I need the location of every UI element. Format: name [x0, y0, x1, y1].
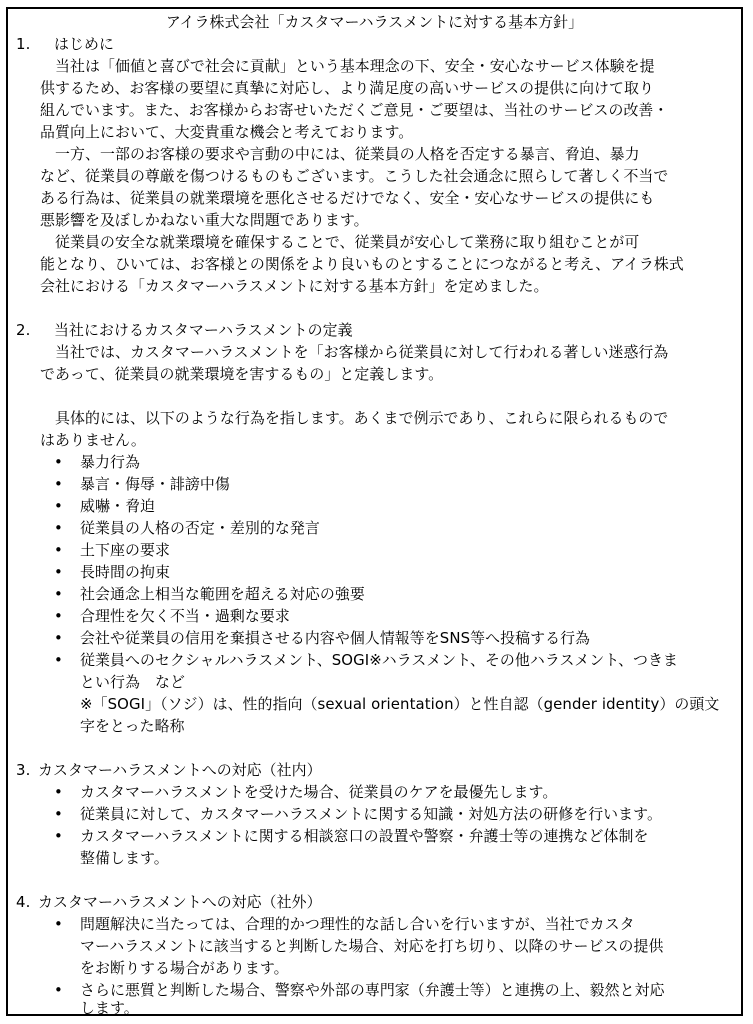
section-2-number: 2.	[16, 321, 31, 339]
document-title: アイラ株式会社「カスタマーハラスメントに対する基本方針」	[165, 13, 584, 31]
section-1-para-1-line-4: 品質向上において、大変貴重な機会と考えております。	[40, 123, 414, 141]
section-1-heading: はじめに	[54, 35, 114, 53]
bullet-icon: •	[54, 497, 63, 515]
list-item-continuation: とい行為 など	[80, 673, 185, 691]
section-1-number: 1.	[16, 35, 31, 53]
bullet-icon: •	[54, 805, 63, 823]
list-item: カスタマーハラスメントを受けた場合、従業員のケアを最優先します。	[80, 783, 558, 801]
section-1-para-2-line-3: ある行為は、従業員の就業環境を悪化させるだけでなく、安全・安心なサービスの提供にも	[40, 189, 655, 207]
list-item: 合理性を欠く不当・過剰な要求	[80, 607, 290, 625]
section-1-para-3-line-3: 会社における「カスタマーハラスメントに対する基本方針」を定めました。	[40, 277, 549, 295]
section-2-para-2-line-2: はありません。	[40, 431, 146, 449]
list-item: 従業員に対して、カスタマーハラスメントに関する知識・対処方法の研修を行います。	[80, 805, 662, 823]
bullet-icon: •	[54, 915, 63, 933]
sogi-note-line-2: 字をとった略称	[80, 717, 185, 735]
bullet-icon: •	[54, 651, 63, 669]
list-item: 問題解決に当たっては、合理的かつ理性的な話し合いを行いますが、当社でカスタ	[80, 915, 635, 933]
section-1-para-1-line-1: 当社は「価値と喜びで社会に貢献」という基本理念の下、安全・安心なサービス体験を提	[40, 57, 655, 75]
bullet-icon: •	[54, 453, 63, 471]
bullet-icon: •	[54, 629, 63, 647]
list-item-continuation: 整備します。	[80, 849, 169, 867]
section-1-para-2-line-1: 一方、一部のお客様の要求や言動の中には、従業員の人格を否定する暴言、脅迫、暴力	[40, 145, 640, 163]
section-1-para-1-line-2: 供するため、お客様の要望に真摯に対応し、より満足度の高いサービスの提供に向けて取り	[40, 79, 655, 97]
list-item: 従業員へのセクシャルハラスメント、SOGI※ハラスメント、その他ハラスメント、つきま	[80, 651, 679, 669]
section-3-heading: カスタマーハラスメントへの対応（社内）	[38, 761, 322, 779]
list-item-continuation: をお断りする場合があります。	[80, 959, 289, 977]
section-1-para-2-line-4: 悪影響を及ぼしかねない重大な問題であります。	[40, 211, 369, 229]
bullet-icon: •	[54, 981, 63, 999]
policy-document	[6, 7, 743, 1016]
section-1-para-3-line-2: 能となり、ひいては、お客様との関係をより良いものとすることにつながると考え、アイラ株式	[40, 255, 684, 273]
section-1-para-1-line-3: 組んでいます。また、お客様からお寄せいただくご意見・ご要望は、当社のサービスの改善・	[40, 101, 669, 119]
sogi-note-line-1: ※「SOGI」（ソジ）は、性的指向（sexual orientation）と性自認（gender identity）の頭文	[80, 695, 720, 713]
list-item: さらに悪質と判断した場合、警察や外部の専門家（弁護士等）と連携の上、毅然と対応	[80, 981, 665, 999]
list-item-continuation: マーハラスメントに該当すると判断した場合、対応を打ち切り、以降のサービスの提供	[80, 937, 664, 955]
list-item: 土下座の要求	[80, 541, 170, 559]
section-2-para-1-line-2: であって、従業員の就業環境を害するもの」と定義します。	[40, 365, 444, 383]
bullet-icon: •	[54, 475, 63, 493]
bullet-icon: •	[54, 585, 63, 603]
bullet-icon: •	[54, 827, 63, 845]
list-item: 社会通念上相当な範囲を超える対応の強要	[80, 585, 365, 603]
bullet-icon: •	[54, 607, 63, 625]
bullet-icon: •	[54, 783, 63, 801]
bullet-icon: •	[54, 541, 63, 559]
bullet-icon: •	[54, 563, 63, 581]
section-4-number: 4.	[16, 893, 31, 911]
section-1-para-3-line-1: 従業員の安全な就業環境を確保することで、従業員が安心して業務に取り組むことが可	[40, 233, 640, 251]
list-item: カスタマーハラスメントに関する相談窓口の設置や警察・弁護士等の連携など体制を	[80, 827, 649, 845]
section-3-number: 3.	[16, 761, 31, 779]
list-item: 威嚇・脅迫	[80, 497, 155, 515]
list-item: 暴言・侮辱・誹謗中傷	[80, 475, 230, 493]
list-item-continuation: します。	[80, 999, 139, 1017]
list-item: 暴力行為	[80, 453, 140, 471]
list-item: 会社や従業員の信用を棄損させる内容や個人情報等をSNS等へ投稿する行為	[80, 629, 591, 647]
section-2-para-1-line-1: 当社では、カスタマーハラスメントを「お客様から従業員に対して行われる著しい迷惑行為	[40, 343, 669, 361]
section-2-heading: 当社におけるカスタマーハラスメントの定義	[54, 321, 353, 339]
list-item: 従業員の人格の否定・差別的な発言	[80, 519, 320, 537]
bullet-icon: •	[54, 519, 63, 537]
section-1-para-2-line-2: など、従業員の尊厳を傷つけるものもございます。こうした社会通念に照らして著しく不当で	[40, 167, 669, 185]
list-item: 長時間の拘束	[80, 563, 170, 581]
section-2-para-2-line-1: 具体的には、以下のような行為を指します。あくまで例示であり、これらに限られるもので	[40, 409, 669, 427]
section-4-heading: カスタマーハラスメントへの対応（社外）	[38, 893, 322, 911]
